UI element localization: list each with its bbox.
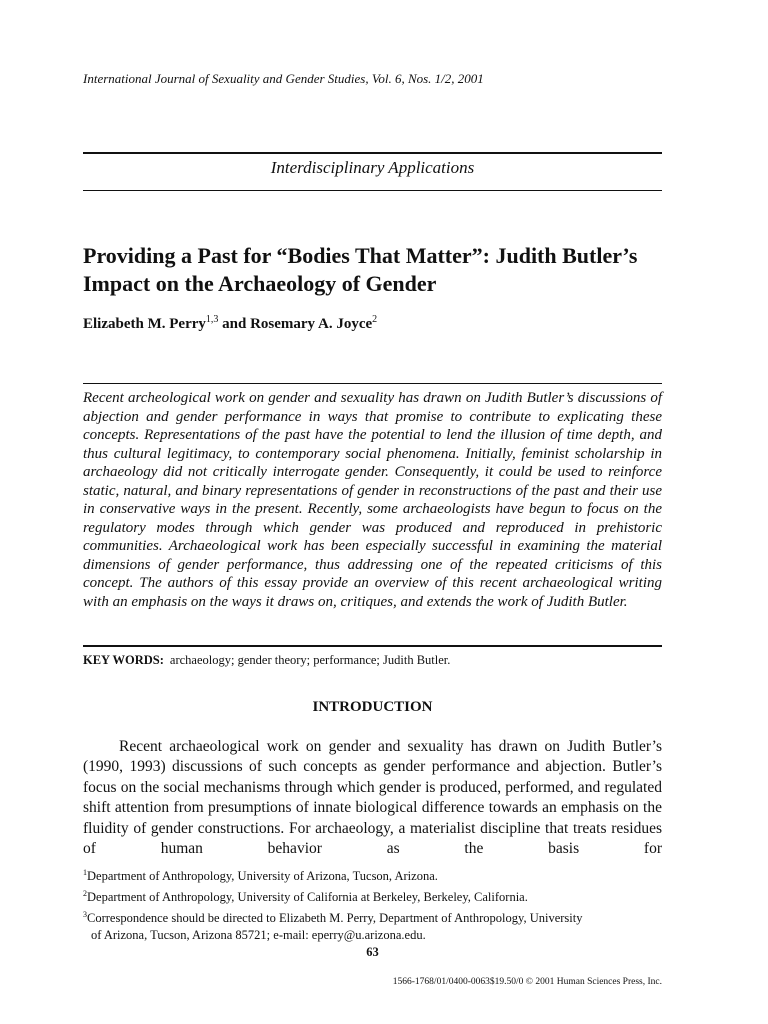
author-name: Rosemary A. Joyce <box>250 316 373 332</box>
footnote <box>83 885 662 906</box>
author-affiliation-mark: 1,3 <box>205 314 219 325</box>
footnotes <box>83 864 662 944</box>
footnote-text: Correspondence should be directed to Elizabeth M. Perry, Department of Anthropology, University <box>87 911 583 926</box>
section-label: Interdisciplinary Applications <box>270 158 475 177</box>
footnote-mark: 3 <box>83 910 87 920</box>
section-rule-top <box>83 152 662 154</box>
footnote <box>83 864 662 885</box>
abstract-rule-top <box>83 383 662 384</box>
copyright-line: 1566-1768/01/0400-0063$19.50/0 © 2001 Human Sciences Press, Inc. <box>392 977 662 987</box>
section-rule-bottom <box>83 190 662 191</box>
keywords <box>83 653 662 668</box>
footnote <box>83 906 662 927</box>
journal-citation: International Journal of Sexuality and Gender Studies, Vol. 6, Nos. 1/2, 2001 <box>83 71 484 86</box>
abstract: Recent archeological work on gender and sexuality has drawn on Judith Butler’s discussions of abjection and gender performance in ways that promise to contribute to explicating these concepts. Representations of the past have the potential to lend the illusion of time depth, and thus cultural legitimacy, to contemporary social phenomena. Initially, feminist scholarship in archaeology did not critically interrogate gender. Consequently, it could be used to reinforce static, natural, and binary representations of gender in reconstructions of the past and their use in conservative ways in the present. Recently, some archaeologists have begun to focus on the regulatory modes through which gender was produced and reproduced in prehistoric communities. Archaeological work has been especially successful in examining the material dimensions of gender performance, thus addressing one of the repeated criticisms of this concept. The authors of this essay provide an overview of this recent archaeological writing with an emphasis on the ways it draws on, critiques, and extends the work of Judith Butler. <box>83 390 662 611</box>
footnote-continuation: of Arizona, Tucson, Arizona 85721; e-mail: eperry@u.arizona.edu. <box>91 928 426 943</box>
author-connector: and <box>222 316 247 332</box>
author-affiliation-mark: 2 <box>372 314 378 325</box>
abstract-rule-bottom <box>83 645 662 647</box>
body-paragraph: Recent archaeological work on gender and sexuality has drawn on Judith Butler’s (1990, 1993) discussions of such concepts as gender performance and abjection. Butler’s focus on the social mechanisms through which gender is produced, performed, and regulated shift attention from presumptions of innate biological difference towards an emphasis on the fluidity of gender constructions. For archaeology, a materialist discipline that treats residues of human behavior as the basis for <box>83 738 662 858</box>
section-heading: INTRODUCTION <box>312 699 433 715</box>
footnote-text: Department of Anthropology, University of California at Berkeley, Berkeley, California. <box>87 890 528 905</box>
article-title: Providing a Past for “Bodies That Matter”: Judith Butler’s Impact on the Archaeology of Gender <box>83 243 638 296</box>
footnote-text: Department of Anthropology, University of Arizona, Tucson, Arizona. <box>87 869 438 884</box>
footnote-mark: 2 <box>83 889 87 899</box>
page-number: 63 <box>366 945 379 959</box>
keywords-label: KEY WORDS: <box>83 653 164 667</box>
author-line <box>83 314 377 333</box>
author-name: Elizabeth M. Perry <box>83 316 206 332</box>
footnote-mark: 1 <box>83 868 87 877</box>
keywords-list: archaeology; gender theory; performance; Judith Butler. <box>169 653 451 667</box>
